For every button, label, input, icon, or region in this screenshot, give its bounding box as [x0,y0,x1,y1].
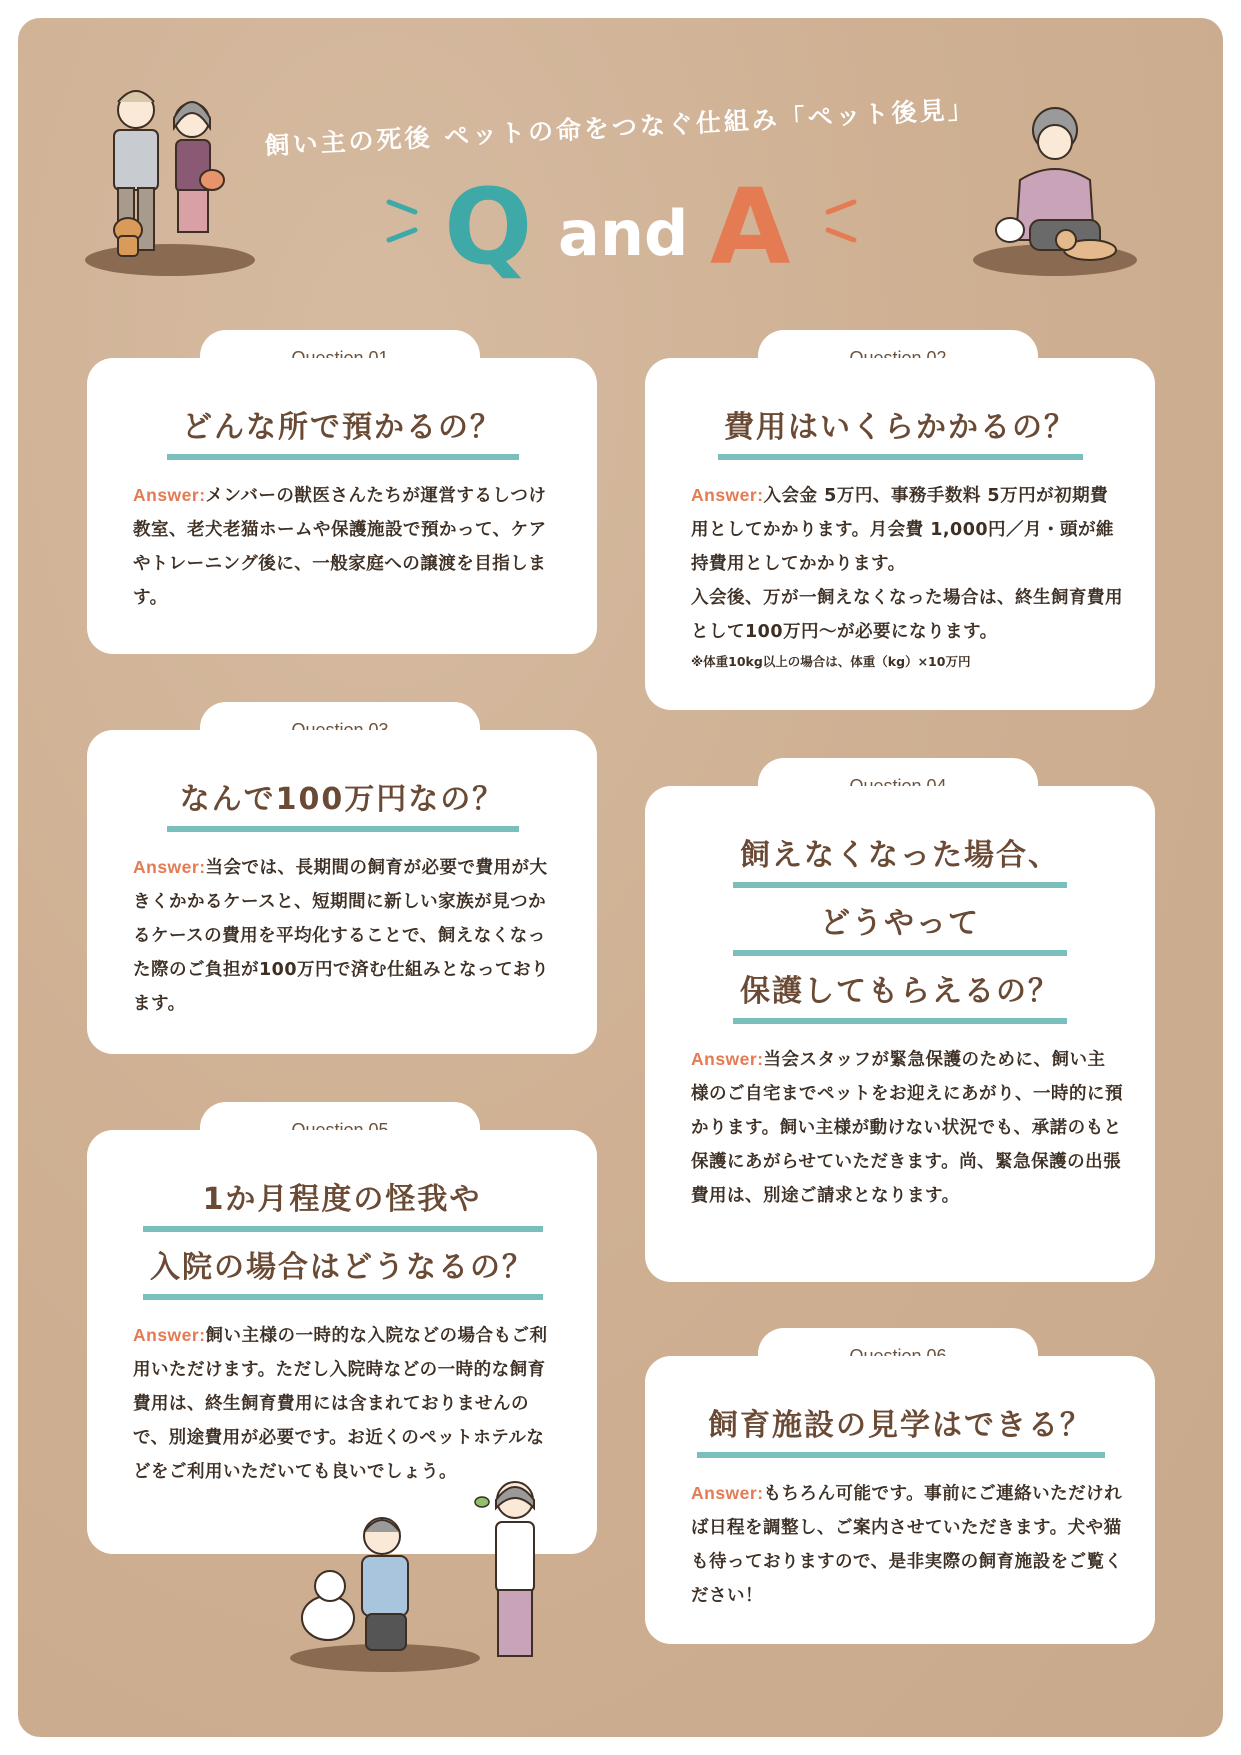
answer-label: Answer: [133,1325,206,1345]
title-q: Q [444,166,533,288]
question-06-card [645,1356,1155,1644]
answer-text: メンバーの獣医さんたちが運営するしつけ教室、老犬老猫ホームや保護施設で預かって、ケアやトレーニング後に、一般家庭への譲渡を目指します。 [133,486,547,608]
question-05-title-line-2: 入院の場合はどうなるの？ [150,1250,534,1285]
title-underline [733,882,1067,888]
question-01-title: どんな所で預かるの？ [182,410,502,445]
answer-text: 当会スタッフが緊急保護のために、飼い主様のご自宅までペットをお迎えにあがり、一時的に預かります。飼い主様が動けない状況でも、承諾のもと 保護にあがらせていただきます。尚、緊急保護の出張費用は、別途ご請求となります。 [691,1050,1123,1206]
question-04-title-line-2: どうやって [820,906,980,941]
title-underline [733,1018,1067,1024]
question-04-title-line-1: 飼えなくなった場合、 [740,838,1060,873]
answer-label: Answer: [691,485,764,505]
question-02-note: ※体重10kg以上の場合は、体重（kg）×10万円 [691,654,971,669]
question-04-card [645,786,1155,1282]
answer-text: 入会金 5万円、事務手数料 5万円が初期費用としてかかります。月会費 1,000円／月・頭が維持費用としてかかります。 [691,486,1115,574]
orange-dash-decoration-icon [818,196,858,246]
title-underline [167,454,519,460]
answer-label: Answer: [691,1049,764,1069]
question-02-answer [691,478,1123,649]
man-with-dog-and-woman-with-bird-illustration [270,1478,570,1678]
question-05-title-line-1: 1か月程度の怪我や [202,1182,482,1217]
question-02-title: 費用はいくらかかるの？ [724,410,1076,445]
question-03-answer [133,850,563,1021]
answer-label: Answer: [691,1483,764,1503]
question-03-title: なんで100万円なの？ [179,782,505,817]
title-and: and [558,197,689,270]
question-03-card [87,730,597,1054]
question-01-answer [133,478,563,615]
page-title-q-and-a [380,166,860,288]
answer-text: 飼い主様の一時的な入院などの場合もご利用いただけます。ただし入院時などの一時的な飼育費用は、終生飼育費用には含まれておりませんので、別途費用が必要です。お近くのペットホテルなどをご利用いただいても良いでしょう。 [133,1326,548,1482]
title-underline [143,1294,543,1300]
question-06-answer [691,1476,1123,1613]
question-05-answer [133,1318,561,1489]
answer-label: Answer: [133,485,206,505]
question-06-title: 飼育施設の見学はできる？ [708,1408,1092,1443]
answer-text: もちろん可能です。事前にご連絡いただければ日程を調整し、ご案内させていただきます。犬や猫も待っておりますので、是非実際の飼育施設をご覧ください！ [691,1484,1123,1606]
question-02-card [645,358,1155,710]
title-underline [697,1452,1105,1458]
answer-label: Answer: [133,857,206,877]
question-04-title-line-3: 保護してもらえるの？ [740,974,1060,1009]
answer-text-2: 入会後、万が一飼えなくなった場合は、終生飼育費用として100万円〜が必要になります。 [691,588,1123,642]
title-a: A [710,166,791,288]
elderly-couple-with-dog-illustration [80,80,260,280]
answer-text: 当会では、長期間の飼育が必要で費用が大きくかかるケースと、短期間に新しい家族が見つかるケースの費用を平均化することで、飼えなくなった際のご負担が100万円で済む仕組みとなっております。 [133,858,550,1014]
title-underline [718,454,1083,460]
question-01-card [87,358,597,654]
title-underline [733,950,1067,956]
elderly-woman-with-cats-illustration [970,100,1150,290]
page-subtitle: 飼い主の死後 ペットの命をつなぐ仕組み「ペット後見」 [263,94,977,161]
title-underline [143,1226,543,1232]
title-underline [167,826,519,832]
question-04-answer [691,1042,1123,1213]
teal-dash-decoration-icon [385,196,425,246]
